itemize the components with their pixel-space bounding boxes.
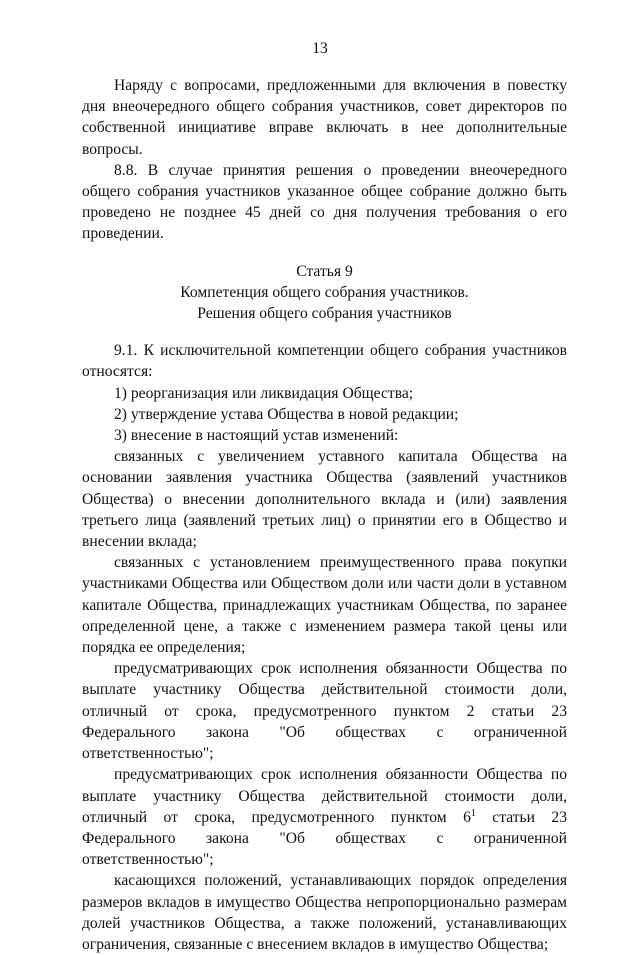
paragraph-8-8: 8.8. В случае принятия решения о проведении внеочередного общего собрания участников указанное общее собрание должно быть проведено не позднее 45 дней со дня получения требования о его проведении. — [82, 161, 567, 243]
subitem-text-after: статьи 23 Федерального закона "Об обществах с ограниченной ответственностью"; — [82, 808, 567, 869]
list-item-3: 3) внесение в настоящий устав изменений: — [114, 427, 399, 445]
list-item-1: 1) реорганизация или ликвидация Общества; — [114, 384, 414, 402]
article-number: Статья 9 — [296, 262, 353, 280]
paragraph-9-1: 9.1. К исключительной компетенции общего собрания участников относятся: — [82, 342, 567, 381]
subitem-payment-term-point-2: предусматривающих срок исполнения обязанности Общества по выплате участнику Общества действительной стоимости доли, отличный от срока, предусмотренного пунктом 2 статьи 23 Федерального закона "Об обществах с ограниченной ответственностью"; — [82, 660, 567, 763]
spacer — [82, 324, 567, 340]
subitem-preemptive-right: связанных с установлением преимущественного права покупки участниками Общества или Обществом доли или части доли в уставном капитале Общества, принадлежащих участникам Общества, по заранее определенной цене, а также с изменением размера такой цены или порядка ее определения; — [82, 554, 567, 657]
article-title-line-1: Компетенция общего собрания участников. — [180, 283, 469, 301]
subitem-capital-increase: связанных с увеличением уставного капитала Общества на основании заявления участника Общества (заявлений участников Общества) о внесении дополнительного вклада и (или) заявления третьего лица (заявлений третьих лиц) о принятии его в Общество и внесении вклада; — [82, 448, 567, 551]
spacer — [82, 245, 567, 261]
subitem-payment-term-point-6-1 — [82, 764, 567, 870]
article-title-line-2: Решения общего собрания участников — [197, 305, 452, 323]
document-body — [82, 75, 567, 955]
article-heading — [82, 261, 567, 325]
page-number: 13 — [312, 40, 328, 57]
superscript-one: 1 — [470, 807, 476, 819]
subitem-text-before: предусматривающих срок исполнения обязанности Общества по выплате участнику Общества действительной стоимости доли, отличный от срока, предусмотренного пунктом 6 — [82, 766, 567, 826]
paragraph-agenda-additional-questions: Наряду с вопросами, предложенными для включения в повестку дня внеочередного общего собрания участников, совет директоров по собственной инициативе вправе включать в нее дополнительные вопросы. — [82, 77, 567, 158]
list-item-2: 2) утверждение устава Общества в новой редакции; — [114, 405, 459, 423]
subitem-contributions: касающихся положений, устанавливающих порядок определения размеров вкладов в имущество Общества непропорционально размерам долей участников Общества, а также положений, устанавливающих ограничения, связанные с внесением вкладов в имущество Общества; — [82, 872, 567, 953]
